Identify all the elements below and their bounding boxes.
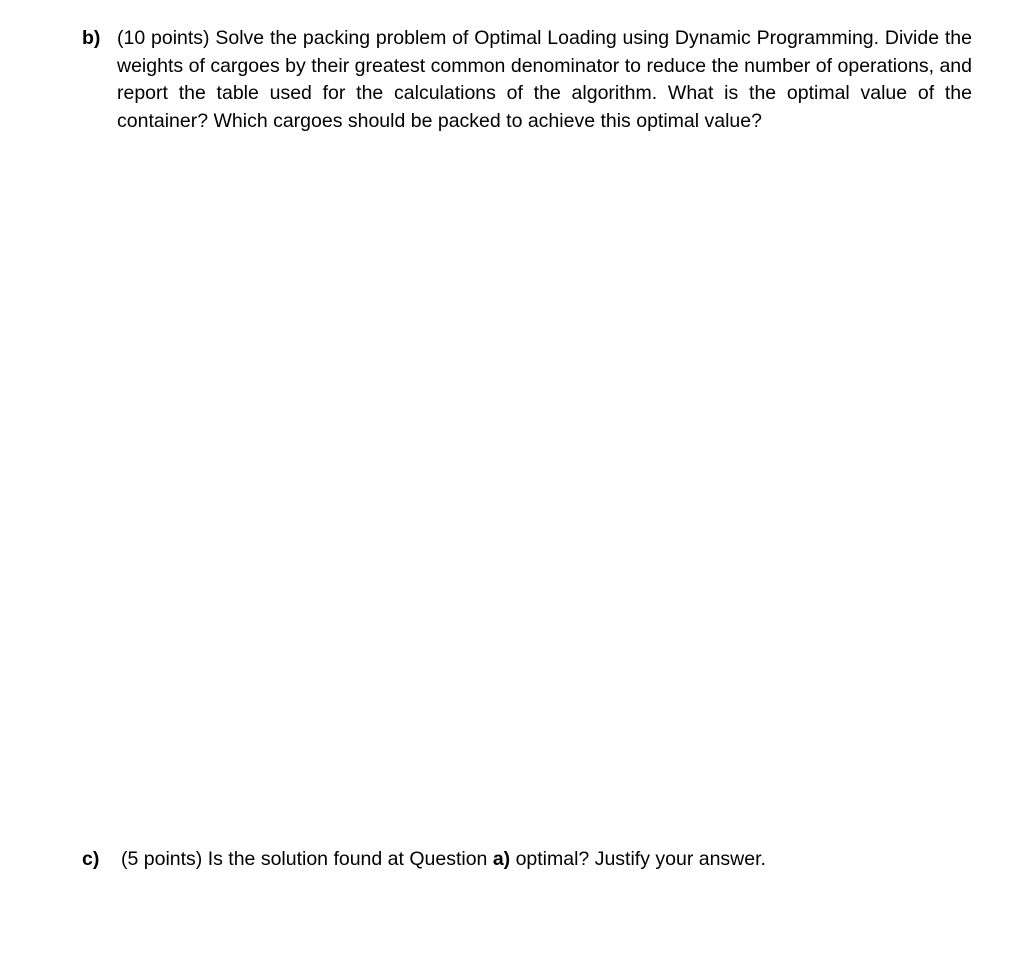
question-c-text-before: (5 points) Is the solution found at Question	[121, 848, 493, 870]
question-b	[82, 25, 972, 135]
question-c-text	[121, 846, 972, 874]
question-b-label: b)	[82, 27, 101, 49]
question-c-text-after: optimal? Justify your answer.	[510, 848, 766, 870]
question-b-text: (10 points) Solve the packing problem of Optimal Loading using Dynamic Programming. Divide the weights of cargoes by their greatest common denominator to reduce the number of operations, and report the table used for the calculations of the algorithm. What is the optimal value of the container? Which cargoes should be packed to achieve this optimal value?	[117, 27, 972, 132]
question-c	[82, 846, 972, 874]
question-c-reference: a)	[492, 848, 511, 870]
question-c-label: c)	[82, 848, 100, 870]
